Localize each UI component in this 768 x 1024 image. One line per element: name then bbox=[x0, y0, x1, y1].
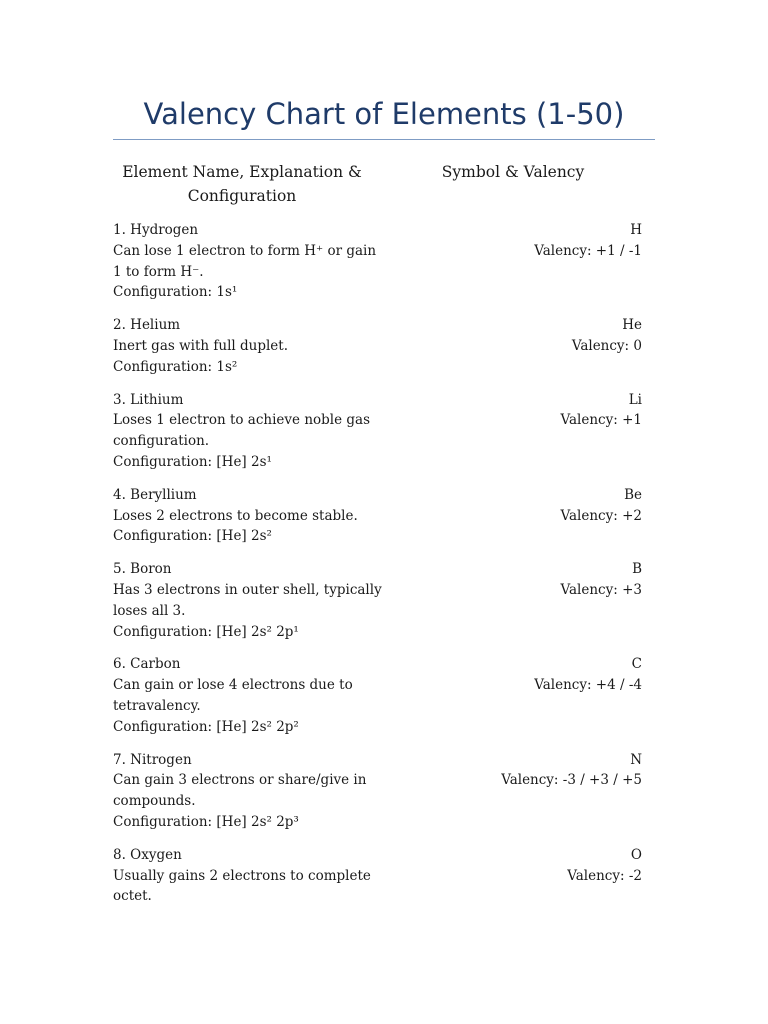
element-name: 1. Hydrogen bbox=[113, 222, 199, 238]
element-symbol-valency bbox=[392, 220, 642, 303]
element-valency: Valency: +2 bbox=[560, 507, 642, 524]
element-description bbox=[113, 654, 383, 737]
element-explanation: Usually gains 2 electrons to complete octet. bbox=[113, 867, 371, 905]
element-name: 5. Boron bbox=[113, 561, 172, 578]
element-symbol: He bbox=[622, 317, 642, 334]
column-header-element: Element Name, Explanation & Configuration bbox=[122, 163, 362, 205]
element-name: 4. Beryllium bbox=[113, 486, 197, 503]
element-valency: Valency: 0 bbox=[571, 337, 642, 354]
element-explanation: Can gain 3 electrons or share/give in compounds. bbox=[113, 772, 367, 810]
element-entry bbox=[113, 315, 642, 377]
element-configuration: Configuration: [He] 2s² 2p² bbox=[113, 718, 299, 735]
element-name: 8. Oxygen bbox=[113, 846, 182, 863]
element-explanation: Loses 1 electron to achieve noble gas configuration. bbox=[113, 412, 371, 450]
element-entry bbox=[113, 485, 642, 547]
element-valency: Valency: +3 bbox=[560, 581, 642, 598]
element-description bbox=[113, 220, 383, 303]
element-description bbox=[113, 750, 383, 833]
element-configuration: Configuration: 1s² bbox=[113, 358, 238, 375]
element-symbol: H bbox=[630, 222, 642, 238]
element-configuration: Configuration: [He] 2s² 2p³ bbox=[113, 813, 299, 830]
element-symbol: B bbox=[632, 561, 642, 578]
element-symbol-valency bbox=[392, 559, 642, 642]
element-valency: Valency: -2 bbox=[567, 867, 642, 884]
element-symbol-valency bbox=[392, 845, 642, 907]
element-configuration: Configuration: [He] 2s² 2p¹ bbox=[113, 623, 299, 640]
column-header-symbol: Symbol & Valency bbox=[441, 163, 585, 181]
element-entry bbox=[113, 220, 642, 303]
title-divider bbox=[113, 139, 655, 140]
element-symbol: Be bbox=[624, 486, 642, 503]
element-name: 7. Nitrogen bbox=[113, 751, 192, 768]
element-description bbox=[113, 485, 383, 547]
element-entry bbox=[113, 654, 642, 737]
element-symbol: Li bbox=[628, 391, 642, 408]
element-entry bbox=[113, 390, 642, 473]
element-symbol-valency bbox=[392, 654, 642, 737]
element-configuration: Configuration: [He] 2s² bbox=[113, 528, 272, 545]
element-entry bbox=[113, 750, 642, 833]
page-title: Valency Chart of Elements (1-50) bbox=[143, 97, 625, 131]
element-list bbox=[113, 220, 642, 919]
element-valency: Valency: -3 / +3 / +5 bbox=[501, 772, 642, 789]
element-symbol: C bbox=[631, 656, 642, 673]
element-symbol: N bbox=[630, 751, 642, 768]
element-name: 2. Helium bbox=[113, 317, 181, 334]
element-configuration: Configuration: 1s¹ bbox=[113, 284, 238, 301]
element-symbol-valency bbox=[392, 750, 642, 833]
element-name: 3. Lithium bbox=[113, 391, 184, 408]
element-symbol-valency bbox=[392, 315, 642, 377]
element-explanation: Can gain or lose 4 electrons due to tetravalency. bbox=[113, 677, 353, 714]
element-name: 6. Carbon bbox=[113, 656, 181, 673]
element-explanation: Loses 2 electrons to become stable. bbox=[113, 507, 358, 524]
element-description bbox=[113, 845, 383, 907]
element-entry bbox=[113, 845, 642, 907]
element-configuration: Configuration: [He] 2s¹ bbox=[113, 453, 272, 470]
element-explanation: Can lose 1 electron to form H⁺ or gain 1 to form H⁻. bbox=[113, 242, 377, 280]
element-symbol-valency bbox=[392, 485, 642, 547]
element-valency: Valency: +4 / -4 bbox=[534, 677, 642, 694]
element-explanation: Inert gas with full duplet. bbox=[113, 337, 288, 354]
element-entry bbox=[113, 559, 642, 642]
element-description bbox=[113, 390, 383, 473]
element-valency: Valency: +1 bbox=[560, 412, 642, 429]
element-valency: Valency: +1 / -1 bbox=[534, 242, 642, 259]
element-description bbox=[113, 559, 383, 642]
element-explanation: Has 3 electrons in outer shell, typically loses all 3. bbox=[113, 581, 382, 619]
element-description bbox=[113, 315, 383, 377]
element-symbol-valency bbox=[392, 390, 642, 473]
element-symbol: O bbox=[630, 846, 642, 863]
